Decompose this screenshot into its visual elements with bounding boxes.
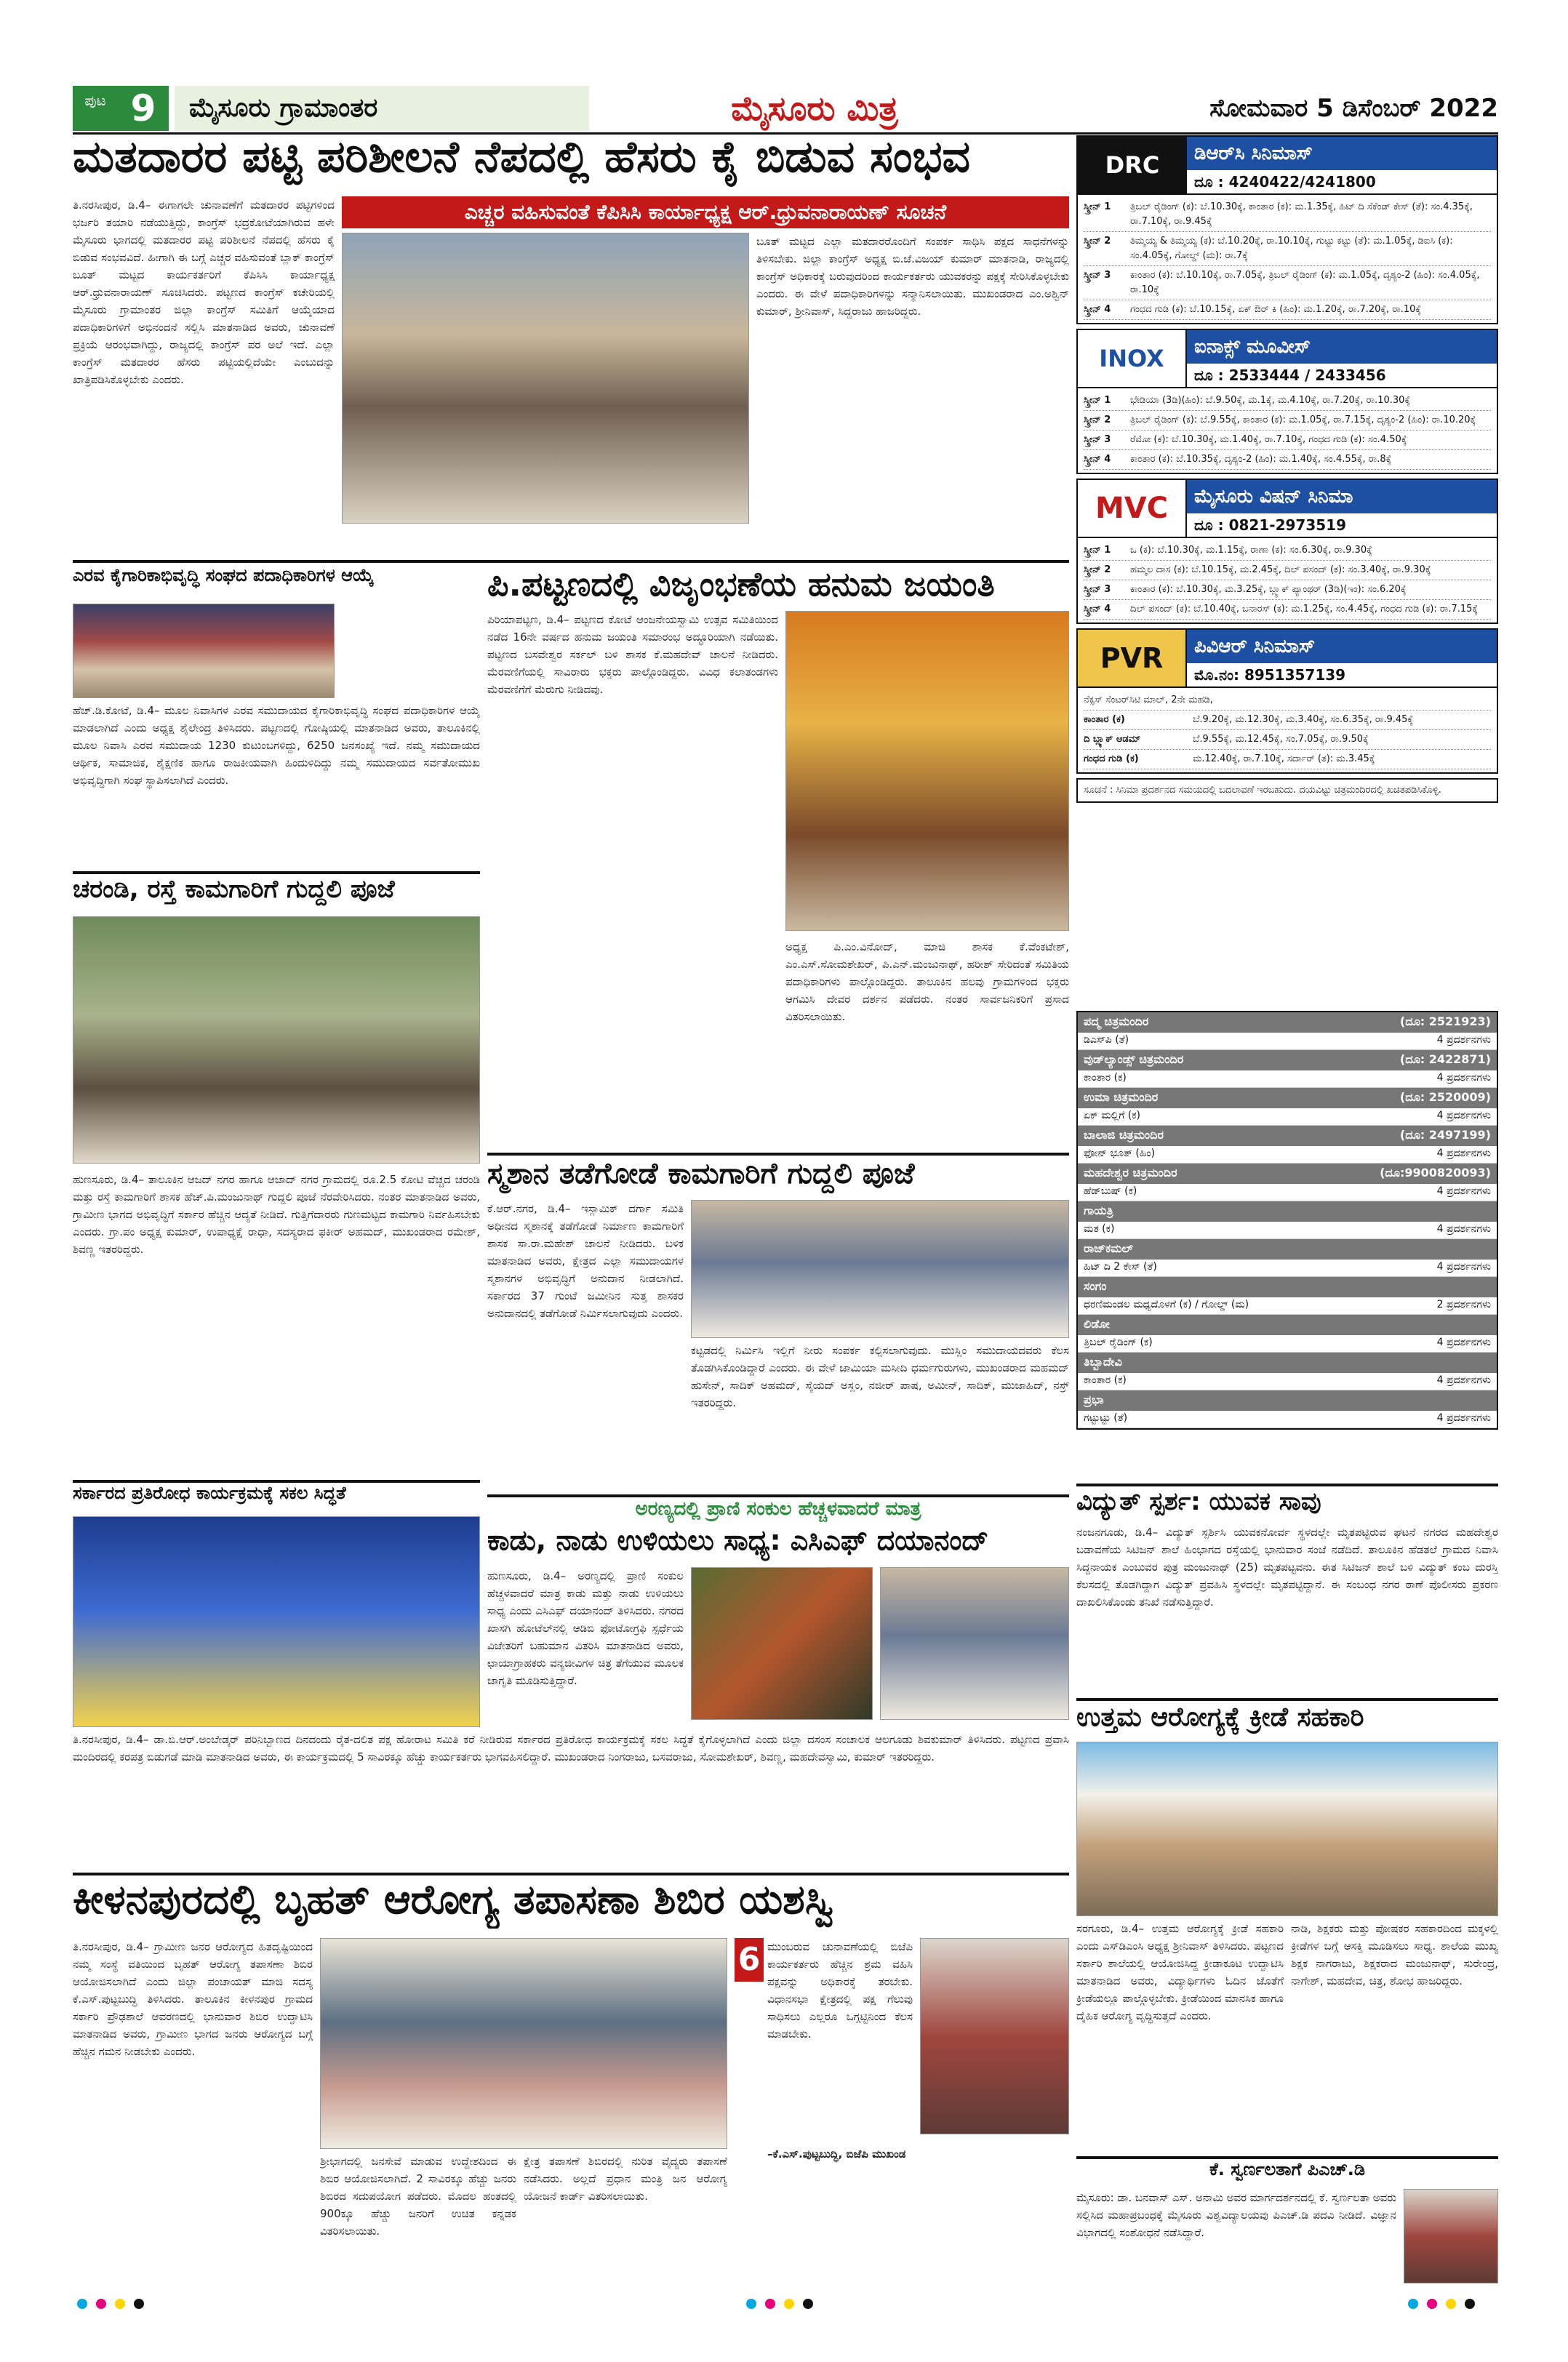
suvarna-body: ಮೈಸೂರು: ಡಾ. ಬನವಾಸ್‌ ಎಸ್. ಅನಾಮಿ ಅವರ ಮಾರ್ಗದರ್ಶನದಲ್ಲಿ ಕೆ. ಸ್ವರ್ಣಲತಾ ಅವರು ಸಲ್ಲಿಸಿದ ಮಹಾಪ್ರಬಂಧಕ್ಕೆ ಮೈಸೂರು ವಿಶ್ವವಿದ್ಯಾಲಯವು ಪಿಎಚ್.ಡಿ ಪದವಿ ನೀಡಿದೆ. ವಿಜ್ಞಾನ ವಿಭಾಗದಲ್ಲಿ ಸಂಶೋಧನೆ ನಡೆಸಿದ್ದಾರೆ. — [1076, 2191, 1396, 2239]
drc-logo: DRC — [1078, 137, 1187, 193]
theatre-header: ಗಾಯತ್ರಿ — [1078, 1201, 1497, 1222]
black-dot — [134, 2299, 144, 2309]
pvr-showtimes — [1078, 688, 1497, 772]
masthead-logo: ಮೈಸೂರು ಮಿತ್ರ — [731, 89, 898, 128]
theatre-header: ಉಮಾ ಚಿತ್ರಮಂದಿರ (ದೂ: 2520009) — [1078, 1088, 1497, 1108]
theatre-row: ಏಕ್ ಮಲ್ಲಿಗೆ (ಕ) 4 ಪ್ರದರ್ಶನಗಳು — [1078, 1108, 1497, 1126]
yellow-dot — [1446, 2299, 1456, 2309]
theatre-row: ಧರಣಿಮಂಡಲ ಮಧ್ಯದೊಳಗೆ (ಕ) / ಗೋಲ್ಡ್ (ಮ) 2 ಪ್ರದರ್ಶನಗಳು — [1078, 1297, 1497, 1315]
showtime-row: ಕಾಂತಾರ (ಕ) ಬೆ.9.20ಕ್ಕೆ, ಮ.12.30ಕ್ಕೆ, ಮ.3.40ಕ್ಕೆ, ಸಂ.6.35ಕ್ಕೆ, ರಾ.9.45ಕ್ಕೆ — [1084, 710, 1491, 730]
drc-showtimes — [1078, 195, 1497, 323]
cinema-mvc — [1076, 479, 1498, 624]
kilana-portrait — [920, 1938, 1069, 2134]
showtime-row: ಸ್ಕ್ರೀನ್ 1 ಭೇಡಿಯಾ (3ಡಿ)(ಹಿಂ): ಬೆ.9.50ಕ್ಕೆ, ಮ.1ಕ್ಕೆ, ಮ.4.10ಕ್ಕೆ, ರಾ.7.20ಕ್ಕೆ, ರಾ.10.30ಕ್ಕೆ — [1084, 391, 1491, 411]
kreede-photo — [1076, 1742, 1498, 1916]
eravara-photo — [73, 604, 335, 698]
theatre-header: ವುಡ್‌ಲ್ಯಾಂಡ್ಸ್ ಚಿತ್ರಮಂದಿರ (ದೂ: 2422871) — [1078, 1050, 1497, 1070]
cyan-dot — [77, 2299, 87, 2309]
eravara-headline: ಎರವ ಕೈಗಾರಿಕಾಭಿವೃದ್ಧಿ ಸಂಘದ ಪದಾಧಿಕಾರಿಗಳ ಆಯ್ಕೆ — [73, 566, 374, 585]
rule — [487, 1153, 1069, 1156]
charandi-headline: ಚರಂಡಿ, ರಸ್ತೆ ಕಾಮಗಾರಿಗೆ ಗುದ್ದಲಿ ಪೂಜೆ — [73, 876, 395, 904]
black-dot — [803, 2299, 813, 2309]
mvc-phone: ದೂ : 0821-2973519 — [1194, 516, 1346, 534]
kreede-headline: ಉತ್ತಮ ಆರೋಗ್ಯಕ್ಕೆ ಕ್ರೀಡೆ ಸಹಕಾರಿ — [1076, 1703, 1364, 1732]
lead-headline: ಮತದಾರರ ಪಟ್ಟಿ ಪರಿಶೀಲನೆ ನೆಪದಲ್ಲಿ ಹೆಸರು ಕೈ ಬಿಡುವ ಸಂಭವ — [73, 135, 970, 183]
page-label: ಪುಟ — [73, 86, 118, 131]
theatre-header: ತಿಬ್ಬಾದೇವಿ — [1078, 1353, 1497, 1373]
theatre-header: ಸಂಗಂ — [1078, 1277, 1497, 1297]
rule — [73, 1873, 1069, 1875]
kilana-body-left: ತಿ.ನರಸೀಪುರ, ಡಿ.4– ಗ್ರಾಮೀಣ ಜನರ ಆರೋಗ್ಯದ ಹಿತದೃಷ್ಟಿಯಿಂದ ನಮ್ಮ ಸಂಸ್ಥೆ ವತಿಯಿಂದ ಬೃಹತ್ ಆರೋಗ್ಯ ತಪಾಸಣಾ ಶಿಬಿರ ಆಯೋಜಿಸಲಾಗಿದೆ ಎಂದು ಜಿಲ್ಲಾ ಪಂಚಾಯತ್ ಮಾಜಿ ಸದಸ್ಯ ಕೆ.ಎಸ್.ಪುಟ್ಟಬುದ್ಧಿ ತಿಳಿಸಿದರು. ತಾಲೂಕಿನ ಕೀಳನಪುರ ಗ್ರಾಮದ ಸರ್ಕಾರಿ ಪ್ರೌಢಶಾಲೆ ಆವರಣದಲ್ಲಿ ಭಾನುವಾರ ಶಿಬಿರ ಉದ್ಘಾಟಿಸಿ ಮಾತನಾಡಿದ ಅವರು, ಗ್ರಾಮೀಣ ಭಾಗದ ಜನರು ಆರೋಗ್ಯದ ಬಗ್ಗೆ ಹೆಚ್ಚಿನ ಗಮನ ನೀಡಬೇಕು ಎಂದರು. — [73, 1940, 313, 2058]
magenta-dot — [1427, 2299, 1437, 2309]
theatre-header: ಪದ್ಮ ಚಿತ್ರಮಂದಿರ (ದೂ: 2521923) — [1078, 1012, 1497, 1033]
page-number: 9 — [118, 86, 169, 131]
black-dot — [1465, 2299, 1475, 2309]
mvc-showtimes — [1078, 538, 1497, 622]
cyan-dot — [746, 2299, 756, 2309]
pvr-name: ಪಿವಿಆರ್ ಸಿನಿಮಾಸ್ — [1187, 630, 1497, 663]
inox-name: ಐನಾಕ್ಸ್ ಮೂವೀಸ್ — [1187, 330, 1497, 364]
pvr-address: ನೆಕ್ಸಸ್ ಸೆಂಟರ್‌ಸಿಟಿ ಮಾಲ್, 2ನೇ ಮಹಡಿ, — [1084, 691, 1491, 710]
theatre-row: ಫೋನ್ ಭೂತ್ (ಹಿಂ) 4 ಪ್ರದರ್ಶನಗಳು — [1078, 1146, 1497, 1164]
theatre-header: ಮಹದೇಶ್ವರ ಚಿತ್ರಮಂದಿರ (ದೂ:9900820093) — [1078, 1164, 1497, 1184]
print-dots-center — [742, 2298, 817, 2312]
inox-phone: ದೂ : 2533444 / 2433456 — [1194, 367, 1386, 384]
print-dots-right — [1404, 2298, 1479, 2312]
drc-name: ಡಿಆರ್‌ಸಿ ಸಿನಿಮಾಸ್ — [1187, 137, 1497, 170]
showtime-row: ಸ್ಕ್ರೀನ್ 2 ಹಮ್ಮಲ ದಾಸ (ಕ): ಬೆ.10.15ಕ್ಕೆ, ಮ.2.45ಕ್ಕೆ, ದಿಲ್ ಪಸಂದ್ (ಕ): ಸಂ.3.40ಕ್ಕೆ, ರಾ.9.30ಕ್ಕೆ — [1084, 561, 1491, 580]
theatre-header: ರಾಜ್‌ಕಮಲ್ — [1078, 1239, 1497, 1260]
rule — [1076, 1698, 1498, 1701]
cinema-listings — [1076, 135, 1498, 810]
kilana-byline: –ಕೆ.ಎಸ್.ಪುಟ್ಟಬುದ್ಧಿ, ಬಿಜೆಪಿ ಮುಖಂಡ — [767, 2147, 906, 2161]
theatre-row: ಕಾಂತಾರ (ಕ) 4 ಪ್ರದರ್ಶನಗಳು — [1078, 1070, 1497, 1088]
kadu-photo-painting — [691, 1567, 873, 1720]
showtime-row: ಸ್ಕ್ರೀನ್ 1 ತ್ರಿಬಲ್ ರೈಡಿಂಗ್ (ಕ): ಬೆ.10.30ಕ್ಕೆ, ಕಾಂತಾರ (ಕ): ಮ.1.35ಕ್ಕೆ, ಹಿಟ್ ದಿ ಸೆಕೆಂಡ್ ಕೇಸ್ (ತೆ): ಸಂ.4.35ಕ್ಕೆ, ರಾ.7.10ಕ್ಕೆ, ರಾ.9.45ಕ್ಕೆ — [1084, 198, 1491, 232]
kilana-body-right: ಕ್ಷೇತ್ರ ತಪಾಸಣೆ ಶಿಬಿರದಲ್ಲಿ ನುರಿತ ವೈದ್ಯರು ತಪಾಸಣೆ ನಡೆಸಿದರು. ಅಲ್ಲದೆ ಪ್ರಧಾನ ಮಂತ್ರಿ ಜನ ಆರೋಗ್ಯ ಯೋಜನೆ ಕಾರ್ಡ್ ವಿತರಿಸಲಾಯಿತು. — [524, 2155, 727, 2203]
showtime-row: ಸ್ಕ್ರೀನ್ 3 ಕಾಂತಾರ (ಕ): ಬೆ.10.30ಕ್ಕೆ, ಮ.3.25ಕ್ಕೆ, ಬ್ಲ್ಯಾಕ್ ಪ್ಯಾಂಥರ್ (3ಡಿ)(ಇಂ): ಸಂ.6.20ಕ್ಕೆ — [1084, 580, 1491, 600]
mvc-logo: MVC — [1078, 480, 1187, 537]
cinema-inox — [1076, 329, 1498, 474]
theatre-row: ಮತ (ಕ) 4 ಪ್ರದರ್ಶನಗಳು — [1078, 1222, 1497, 1239]
section-title: ಮೈಸೂರು ಗ್ರಾಮಾಂತರ — [175, 86, 589, 131]
rule — [487, 1494, 1069, 1497]
pvr-phone: ಮೊ.ನಂ: 8951357139 — [1194, 666, 1346, 684]
showtime-row: ಸ್ಕ್ರೀನ್ 3 ಕಾಂತಾರ (ಕ): ಬೆ.10.10ಕ್ಕೆ, ರಾ.7.05ಕ್ಕೆ, ತ್ರಿಬಲ್ ರೈಡಿಂಗ್ (ಕ): ಮ.1.05ಕ್ಕೆ, ದೃಶ್ಯಂ-2 (ಹಿಂ): ಸಂ.4.05ಕ್ಕೆ, ರಾ.10ಕ್ಕೆ — [1084, 266, 1491, 300]
theatre-header: ಲಿಡೋ — [1078, 1315, 1497, 1335]
header-rule — [73, 132, 1498, 135]
eravara-body: ಹೆಚ್.ಡಿ.ಕೋಟೆ, ಡಿ.4– ಮೂಲ ನಿವಾಸಿಗಳ ಎರವ ಸಮುದಾಯದ ಕೈಗಾರಿಕಾಭಿವೃದ್ಧಿ ಸಂಘದ ಪದಾಧಿಕಾರಿಗಳ ಆಯ್ಕೆ ಮಾಡಲಾಗಿದೆ ಎಂದು ಅಧ್ಯಕ್ಷ ಶೈಲೇಂದ್ರ ತಿಳಿಸಿದರು. ಪಟ್ಟಣದಲ್ಲಿ ಗೋಷ್ಠಿಯಲ್ಲಿ ಮಾತನಾಡಿದ ಅವರು, ತಾಲೂಕಿನಲ್ಲಿ ಮೂಲ ನಿವಾಸಿ ಎರವ ಸಮುದಾಯ 1230 ಕುಟುಂಬಗಳಿದ್ದು, 6250 ಜನಸಂಖ್ಯೆ ಇದೆ. ನಮ್ಮ ಸಮುದಾಯದ ಆರ್ಥಿಕ, ಸಾಮಾಜಿಕ, ಶೈಕ್ಷಣಿಕ ಹಾಗೂ ರಾಜಕೀಯವಾಗಿ ಹಿಂದುಳಿದಿದ್ದು ನಮ್ಮ ಸಮುದಾಯದ ಸರ್ವತೋಮುಖ ಅಭಿವೃದ್ಧಿಗಾಗಿ ಸಂಘ ಸ್ಥಾಪಿಸಲಾಗಿದೆ ಎಂದರು. — [73, 704, 480, 787]
kilana-headline: ಕೀಳನಪುರದಲ್ಲಿ ಬೃಹತ್ ಆರೋಗ್ಯ ತಪಾಸಣಾ ಶಿಬಿರ ಯಶಸ್ವಿ — [73, 1878, 834, 1923]
suvarna-headline: ಕೆ. ಸ್ವರ್ಣಲತಾಗೆ ಪಿಎಚ್.ಡಿ — [1209, 2160, 1365, 2179]
hanuma-body-left: ಪಿರಿಯಾಪಟ್ಟಣ, ಡಿ.4– ಪಟ್ಟಣದ ಕೋಟೆ ಆಂಜನೇಯಸ್ವಾಮಿ ಉತ್ಸವ ಸಮಿತಿಯಿಂದ ನಡೆದ 16ನೇ ವರ್ಷದ ಹನುಮ ಜಯಂತಿ ಸಮಾರಂಭ ಅದ್ಧೂರಿಯಾಗಿ ನಡೆಯಿತು. ಪಟ್ಟಣದ ಬಸವೇಶ್ವರ ಸರ್ಕಲ್ ಬಳಿ ಶಾಸಕ ಕೆ.ಮಹದೇವ್ ಚಾಲನೆ ನೀಡಿದರು. ಮೆರವಣಿಗೆಯಲ್ಲಿ ಸಾವಿರಾರು ಭಕ್ತರು ಪಾಲ್ಗೊಂಡಿದ್ದರು. ವಿವಿಧ ಕಲಾತಂಡಗಳು ಮೆರವಣಿಗೆಗೆ ಮೆರುಗು ನೀಡಿದವು. — [487, 613, 778, 696]
rule — [73, 1480, 480, 1483]
drc-phone: ದೂ : 4240422/4241800 — [1194, 173, 1376, 191]
rule — [73, 871, 480, 874]
theatre-row: ಹೆಡ್‌ಬುಷ್ (ಕ) 4 ಪ್ರದರ್ಶನಗಳು — [1078, 1184, 1497, 1201]
showtime-row: ಗಂಧದ ಗುಡಿ (ಕ) ಮ.12.40ಕ್ಕೆ, ರಾ.7.10ಕ್ಕೆ, ಸರ್ದಾರ್ (ತ): ಮ.3.45ಕ್ಕೆ — [1084, 750, 1491, 769]
showtime-row: ಸ್ಕ್ರೀನ್ 4 ಕಾಂತಾರ (ಕ): ಬೆ.10.35ಕ್ಕೆ, ದೃಶ್ಯಂ-2 (ಹಿಂ): ಮ.1.40ಕ್ಕೆ, ಸಂ.4.55ಕ್ಕೆ, ರಾ.8ಕ್ಕೆ — [1084, 450, 1491, 470]
rule — [1076, 2156, 1498, 2159]
theatre-row: ಕಾಂತಾರ (ಕ) 4 ಪ್ರದರ್ಶನಗಳು — [1078, 1373, 1497, 1390]
dateline: ಸೋಮವಾರ 5 ಡಿಸೆಂಬರ್ 2022 — [1209, 94, 1498, 123]
kreede-body-right: ನಾಡಿ, ಶಿಕ್ಷಕರು ಮತ್ತು ಪೋಷಕರ ಸಹಕಾರದಿಂದ ಮಕ್ಕಳಲ್ಲಿ ಕ್ರೀಡೆಗಳ ಬಗ್ಗೆ ಆಸಕ್ತಿ ಮೂಡಿಸಲು ಸಾಧ್ಯ. ಶಾಲೆಯ ಮುಖ್ಯ ಶಿಕ್ಷಕ ನಾಗರಾಜು, ಶಿಕ್ಷಕರಾದ ಮಂಜುನಾಥ್, ಸುರೇಂದ್ರ, ನಾಗೇಶ್, ಮಹದೇವ, ಚಿತ್ರ, ಶೋಭ ಹಾಜರಿದ್ದರು. — [1291, 1922, 1498, 1987]
theatre-header: ಬಾಲಾಜಿ ಚಿತ್ರಮಂದಿರ (ದೂ: 2497199) — [1078, 1126, 1497, 1146]
showtime-row: ಸ್ಕ್ರೀನ್ 4 ಗಂಧದ ಗುಡಿ (ಕ): ಬೆ.10.15ಕ್ಕೆ, ಏಕ್ ಔರ್ ಕಿ (ಹಿಂ): ಮ.1.20ಕ್ಕೆ, ರಾ.7.20ಕ್ಕೆ, ರಾ.10ಕ್ಕೆ — [1084, 300, 1491, 320]
sarkara-photo — [73, 1516, 480, 1727]
theatre-row: ತ್ರಿಬಲ್ ರೈಡಿಂಗ್ (ಕ) 4 ಪ್ರದರ್ಶನಗಳು — [1078, 1335, 1497, 1353]
charandi-photo — [73, 916, 480, 1164]
hanuma-body-right: ಅಧ್ಯಕ್ಷ ಪಿ.ಎಂ.ವಿನೋದ್, ಮಾಜಿ ಶಾಸಕ ಕೆ.ವೆಂಕಟೇಶ್, ಎಂ.ಎಸ್.ಸೋಮಶೇಖರ್, ಪಿ.ಎನ್.ಮಂಜುನಾಥ್, ಹರೀಶ್ ಸೇರಿದಂತೆ ಸಮಿತಿಯ ಪದಾಧಿಕಾರಿಗಳು ಪಾಲ್ಗೊಂಡಿದ್ದರು. ತಾಲೂಕಿನ ಹಲವು ಗ್ರಾಮಗಳಿಂದ ಭಕ್ತರು ಆಗಮಿಸಿ ದೇವರ ದರ್ಶನ ಪಡೆದರು. ನಂತರ ಸಾರ್ವಜನಿಕರಿಗೆ ಪ್ರಸಾದ ವಿತರಿಸಲಾಯಿತು. — [785, 940, 1069, 1023]
cyan-dot — [1408, 2299, 1418, 2309]
showtime-row: ಸ್ಕ್ರೀನ್ 1 ಒ (ಕ): ಬೆ.10.30ಕ್ಕೆ, ಮ.1.15ಕ್ಕೆ, ರಾಣಾ (ಕ): ಸಂ.6.30ಕ್ಕೆ, ರಾ.9.30ಕ್ಕೆ — [1084, 541, 1491, 561]
cinema-drc — [1076, 135, 1498, 324]
sidebar-number-badge: 6 — [735, 1938, 764, 1982]
theatre-row: ಗಟ್ಟುಟ್ಟು (ತೆ) 4 ಪ್ರದರ್ಶನಗಳು — [1078, 1411, 1497, 1428]
cinema-pvr — [1076, 628, 1498, 774]
showtime-row: ಸ್ಕ್ರೀನ್ 2 ತಿಮ್ಮಯ್ಯ & ತಿಮ್ಮಯ್ಯ (ಕ): ಬೆ.10.20ಕ್ಕೆ, ರಾ.10.10ಕ್ಕೆ, ಗುಟ್ಟು ಕಟ್ಟು (ತೆ): ಮ.1.05ಕ್ಕೆ, ಡಿಐಸಿ (ಕ): ಸಂ.4.05ಕ್ಕೆ, ಗೋಲ್ಡ್ (ಮ): ರಾ.7ಕ್ಕೆ — [1084, 232, 1491, 266]
theatre-row: ಡಿಎಸ್‌ಪಿ (ತೆ) 4 ಪ್ರದರ್ಶನಗಳು — [1078, 1033, 1497, 1050]
showtime-row: ದಿ ಬ್ಲ್ಯಾಕ್ ಆಡಮ್ ಬೆ.9.55ಕ್ಕೆ, ಮ.12.45ಕ್ಕೆ, ಸಂ.7.05ಕ್ಕೆ, ರಾ.9.50ಕ್ಕೆ — [1084, 730, 1491, 750]
magenta-dot — [765, 2299, 775, 2309]
vidyut-headline: ವಿದ್ಯುತ್ ಸ್ಪರ್ಶ: ಯುವಕ ಸಾವು — [1076, 1489, 1321, 1516]
lead-body-right: ಬೂತ್ ಮಟ್ಟದ ಎಲ್ಲಾ ಮತದಾರರೊಂದಿಗೆ ಸಂಪರ್ಕ ಸಾಧಿಸಿ ಪಕ್ಷದ ಸಾಧನೆಗಳನ್ನು ತಿಳಿಸಬೇಕು. ಜಿಲ್ಲಾ ಕಾಂಗ್ರೆಸ್ ಅಧ್ಯಕ್ಷ ಬಿ.ಜೆ.ವಿಜಯ್ ಕುಮಾರ್ ಮಾತನಾಡಿ, ರಾಜ್ಯದಲ್ಲಿ ಕಾಂಗ್ರೆಸ್ ಅಧಿಕಾರಕ್ಕೆ ಬರುವುದರಿಂದ ಕಾರ್ಯಕರ್ತರು ಯುವಕರನ್ನು ಪಕ್ಷಕ್ಕೆ ಸೇರಿಸಿಕೊಳ್ಳಬೇಕು ಎಂದರು. ಈ ವೇಳೆ ಪದಾಧಿಕಾರಿಗಳನ್ನು ಸನ್ಮಾನಿಸಲಾಯಿತು. ಮುಖಂಡರಾದ ಎಂ.ಅಶ್ವಿನ್ ಕುಮಾರ್, ಶ್ರೀನಿವಾಸ್, ಸಿದ್ದರಾಜು ಹಾಜರಿದ್ದರು. — [756, 235, 1069, 318]
smashana-body-right: ಕಟ್ಟಡದಲ್ಲಿ ನಿರ್ಮಿಸಿ ಇಲ್ಲಿಗೆ ನೀರು ಸಂಪರ್ಕ ಕಲ್ಪಿಸಲಾಗುವುದು. ಮುಸ್ಲಿಂ ಸಮುದಾಯದವರು ಕೆಲಸ ತೊಡಗಿಸಿಕೊಂಡಿದ್ದಾರೆ ಎಂದರು. ಈ ವೇಳೆ ಜಾಮಿಯಾ ಮಸೀದಿ ಧರ್ಮಗುರುಗಳು, ಮುಖಂಡರಾದ ಮಹಮದ್ ಹುಸೇನ್, ಸಾದಿಕ್ ಅಹಮದ್, ಸೈಯದ್ ಅಸ್ಲಂ, ನಜೀರ್ ಪಾಷ, ಅಮೀನ್, ಸಾದಿಕ್, ಮುಜಾಹಿದ್, ನಸ್ರ್ ಇತರರಿದ್ದರು. — [691, 1344, 1069, 1409]
hanuma-headline: ಪಿ.ಪಟ್ಟಣದಲ್ಲಿ ವಿಜೃಂಭಣೆಯ ಹನುಮ ಜಯಂತಿ — [487, 566, 995, 604]
kadu-body-left: ಹುಣಸೂರು, ಡಿ.4– ಅರಣ್ಯದಲ್ಲಿ ಪ್ರಾಣಿ ಸಂಕುಲ ಹೆಚ್ಚಳವಾದರೆ ಮಾತ್ರ ಕಾಡು ಮತ್ತು ನಾಡು ಉಳಿಯಲು ಸಾಧ್ಯ ಎಂದು ಎಸಿಎಫ್ ದಯಾನಂದ್ ತಿಳಿಸಿದರು. ನಗರದ ಖಾಸಗಿ ಹೋಟೆಲ್‌ನಲ್ಲಿ ಆಡಿಬಿ ಫೋಟೋಗ್ರಫಿ ಸ್ಪರ್ಧೆಯ ವಿಜೇತರಿಗೆ ಬಹುಮಾನ ವಿತರಿಸಿ ಮಾತನಾಡಿದ ಅವರು, ಛಾಯಾಗ್ರಾಹಕರು ವನ್ಯಜೀವಿಗಳ ಚಿತ್ರ ತೆಗೆಯುವ ಮೂಲಕ ಜಾಗೃತಿ ಮೂಡಿಸುತ್ತಿದ್ದಾರೆ. — [487, 1569, 684, 1687]
lead-body-left: ತಿ.ನರಸೀಪುರ, ಡಿ.4– ಈಗಾಗಲೇ ಚುನಾವಣೆಗೆ ಮತದಾರರ ಪಟ್ಟಿಗಳಿಂದ ಭರ್ಜರಿ ತಯಾರಿ ನಡೆಯುತ್ತಿದ್ದು, ಕಾಂಗ್ರೆಸ್ ಭದ್ರಕೋಟೆಯಾಗಿರುವ ಹಳೇ ಮೈಸೂರು ಭಾಗದಲ್ಲಿ ಮತದಾರರ ಪಟ್ಟಿ ಪರಿಶೀಲನೆ ನೆಪದಲ್ಲಿ ಹೆಸರು ಕೈ ಬಿಡುವ ಸಂಭವವಿದೆ. ಹೀಗಾಗಿ ಈ ಬಗ್ಗೆ ಎಚ್ಚರ ವಹಿಸುವಂತೆ ಬ್ಲಾಕ್ ಕಾಂಗ್ರೆಸ್ ಬೂತ್ ಮಟ್ಟದ ಕಾರ್ಯಕರ್ತರಿಗೆ ಕೆಪಿಸಿಸಿ ಕಾರ್ಯಾಧ್ಯಕ್ಷ ಆರ್.ಧ್ರುವನಾರಾಯಣ್ ಸೂಚಿಸಿದರು. ಪಟ್ಟಣದ ಕಾಂಗ್ರೆಸ್ ಕಚೇರಿಯಲ್ಲಿ ಮೈಸೂರು ಗ್ರಾಮಾಂತರ ಜಿಲ್ಲಾ ಕಾಂಗ್ರೆಸ್ ಸಮಿತಿಗೆ ಆಯ್ಕೆಯಾದ ಪದಾಧಿಕಾರಿಗಳಿಗೆ ಅಭಿನಂದನೆ ಸಲ್ಲಿಸಿ ಮಾತನಾಡಿದ ಅವರು, ಚುನಾವಣೆ ಪ್ರಕ್ರಿಯೆ ಆರಂಭವಾಗಿದ್ದು, ರಾಜ್ಯದಲ್ಲಿ ಕಾಂಗ್ರೆಸ್ ಪರ ಅಲೆ ಇದೆ. ಎಲ್ಲಾ ಕಾಂಗ್ರೆಸ್ ಮತದಾರರ ಹೆಸರು ಪಟ್ಟಿಯಲ್ಲಿದೆಯೇ ಎಂಬುದನ್ನು ಖಾತ್ರಿಪಡಿಸಿಕೊಳ್ಳಬೇಕು ಎಂದರು. — [73, 199, 335, 386]
print-dots-left — [73, 2298, 148, 2312]
kadu-kicker: ಅರಣ್ಯದಲ್ಲಿ ಪ್ರಾಣಿ ಸಂಕುಲ ಹೆಚ್ಚಳವಾದರೆ ಮಾತ್ರ — [635, 1500, 921, 1520]
showtime-row: ಸ್ಕ್ರೀನ್ 4 ದಿಲ್ ಪಸಂದ್ (ಕ): ಬೆ.10.40ಕ್ಕೆ, ಬನಾರಸ್ (ಕ): ಮ.1.25ಕ್ಕೆ, ಸಂ.4.45ಕ್ಕೆ, ಗಂಧದ ಗುಡಿ (ಕ): ರಾ.7.15ಕ್ಕೆ — [1084, 600, 1491, 620]
hanuma-photo — [785, 611, 1069, 931]
kilana-sidebar: ಮುಂಬರುವ ಚುನಾವಣೆಯಲ್ಲಿ ಬಿಜೆಪಿ ಕಾರ್ಯಕರ್ತರು ಹೆಚ್ಚಿನ ಶ್ರಮ ವಹಿಸಿ ಪಕ್ಷವನ್ನು ಅಧಿಕಾರಕ್ಕೆ ತರಬೇಕು. ವಿಧಾನಸಭಾ ಕ್ಷೇತ್ರದಲ್ಲಿ ಪಕ್ಷ ಗೆಲುವು ಸಾಧಿಸಲು ಎಲ್ಲರೂ ಒಗ್ಗಟ್ಟಿನಿಂದ ಕೆಲಸ ಮಾಡಬೇಕು. — [767, 1940, 913, 2041]
vidyut-body: ನಂಜನಗೂಡು, ಡಿ.4– ವಿದ್ಯುತ್ ಸ್ಪರ್ಶಿಸಿ ಯುವಕನೋರ್ವ ಸ್ಥಳದಲ್ಲೇ ಮೃತಪಟ್ಟಿರುವ ಘಟನೆ ನಗರದ ಮಹದೇಶ್ವರ ಬಡಾವಣೆಯ ಸಿಟಿಜನ್ ಶಾಲೆ ಹಿಂಭಾಗದ ರಸ್ತೆಯಲ್ಲಿ ಭಾನುವಾರ ಸಂಜೆ ನಡೆದಿದೆ. ತಾಲೂಕಿನ ಹೆಡತಲೆ ಗ್ರಾಮದ ನಿವಾಸಿ ಸಿದ್ದನಾಯಕ ಎಂಬುವರ ಪುತ್ರ ಮಂಜುನಾಥ್ (25) ಮೃತಪಟ್ಟವನು. ಈತ ಸಿಟಿಜನ್ ಶಾಲೆ ಬಳಿ ವಿದ್ಯುತ್ ಕಂಬ ದುರಸ್ತಿ ಕೆಲಸದಲ್ಲಿ ತೊಡಗಿದ್ದಾಗ ವಿದ್ಯುತ್ ಪ್ರವಹಿಸಿ ಸ್ಥಳದಲ್ಲೇ ಮೃತಪಟ್ಟಿದ್ದಾನೆ. ಈ ಸಂಬಂಧ ನಗರ ಠಾಣೆ ಪೊಲೀಸರು ಪ್ರಕರಣ ದಾಖಲಿಸಿಕೊಂಡು ತನಿಖೆ ನಡೆಸುತ್ತಿದ್ದಾರೆ. — [1076, 1526, 1498, 1609]
yellow-dot — [784, 2299, 794, 2309]
kadu-headline: ಕಾಡು, ನಾಡು ಉಳಿಯಲು ಸಾಧ್ಯ: ಎಸಿಎಫ್ ದಯಾನಂದ್ — [487, 1526, 989, 1556]
inox-showtimes — [1078, 388, 1497, 473]
lead-subhead: ಎಚ್ಚರ ವಹಿಸುವಂತೆ ಕೆಪಿಸಿಸಿ ಕಾರ್ಯಾಧ್ಯಕ್ಷ ಆರ್.ಧ್ರುವನಾರಾಯಣ್ ಸೂಚನೆ — [342, 196, 1069, 228]
kadu-photo-group — [880, 1567, 1069, 1720]
charandi-body: ಹುಣಸೂರು, ಡಿ.4– ತಾಲೂಕಿನ ಆಜದ್ ನಗರ ಹಾಗೂ ಆಜಾದ್ ನಗರ ಗ್ರಾಮದಲ್ಲಿ ರೂ.2.5 ಕೋಟಿ ವೆಚ್ಚದ ಚರಂಡಿ ಮತ್ತು ರಸ್ತೆ ಕಾಮಗಾರಿಗೆ ಶಾಸಕ ಹೆಚ್.ಪಿ.ಮಂಜುನಾಥ್ ಗುದ್ದಲಿ ಪೂಜೆ ನೆರವೇರಿಸಿದರು. ನಂತರ ಮಾತನಾಡಿದ ಅವರು, ಗ್ರಾಮೀಣ ಭಾಗದ ಅಭಿವೃದ್ಧಿಗೆ ಸರ್ಕಾರ ಹೆಚ್ಚಿನ ಆದ್ಯತೆ ನೀಡಿದೆ. ಗುತ್ತಿಗೆದಾರರು ಗುಣಮಟ್ಟದ ಕಾಮಗಾರಿ ನಿರ್ವಹಿಸಬೇಕು ಎಂದರು. ಗ್ರಾ.ಪಂ ಅಧ್ಯಕ್ಷ ಕುಮಾರ್, ಉಪಾಧ್ಯಕ್ಷೆ ರಾಧಾ, ಸದಸ್ಯರಾದ ಫಕೀರ್ ಅಹಮದ್, ಮುಖಂಡರಾದ ರಮೇಶ್, ಶಿವಣ್ಣ ಇತರರಿದ್ದರು. — [73, 1173, 480, 1256]
sarkara-headline: ಸರ್ಕಾರದ ಪ್ರತಿರೋಧ ಕಾರ್ಯಕ್ರಮಕ್ಕೆ ಸಕಲ ಸಿದ್ಧತೆ — [73, 1484, 346, 1503]
smashana-body-left: ಕೆ.ಆರ್.ನಗರ, ಡಿ.4– ಇಸ್ಲಾಮಿಕ್ ದರ್ಗಾ ಸಮಿತಿ ಅಧೀನದ ಸ್ಮಶಾನಕ್ಕೆ ತಡೆಗೋಡೆ ನಿರ್ಮಾಣ ಕಾಮಗಾರಿಗೆ ಶಾಸಕ ಸಾ.ರಾ.ಮಹೇಶ್ ಚಾಲನೆ ನೀಡಿದರು. ಬಳಿಕ ಮಾತನಾಡಿದ ಅವರು, ಕ್ಷೇತ್ರದ ಎಲ್ಲಾ ಸಮುದಾಯಗಳ ಸ್ಮಶಾನಗಳ ಅಭಿವೃದ್ಧಿಗೆ ಅನುದಾನ ನೀಡಲಾಗಿದೆ. ಸರ್ಕಾರದ 37 ಗುಂಟೆ ಜಮೀನಿನ ಸುತ್ತ ಶಾಸಕರ ಅನುದಾನದಲ್ಲಿ ತಡೆಗೋಡೆ ನಿರ್ಮಿಸಲಾಗುವುದು ಎಂದರು. — [487, 1202, 684, 1320]
smashana-photo — [691, 1200, 1069, 1338]
smashana-headline: ಸ್ಮಶಾನ ತಡೆಗೋಡೆ ಕಾಮಗಾರಿಗೆ ಗುದ್ದಲಿ ಪೂಜೆ — [487, 1158, 915, 1190]
magenta-dot — [96, 2299, 106, 2309]
kilana-body-mid: ಶ್ರೀಭಾಗದಲ್ಲಿ ಜನಸೇವೆ ಮಾಡುವ ಉದ್ದೇಶದಿಂದ ಈ ಶಿಬಿರ ಆಯೋಜಿಸಲಾಗಿದೆ. 2 ಸಾವಿರಕ್ಕೂ ಹೆಚ್ಚು ಜನರು ಶಿಬಿರದ ಸದುಪಯೋಗ ಪಡೆದರು. ಮೊದಲ ಹಂತದಲ್ಲಿ 900ಕ್ಕೂ ಹೆಚ್ಚು ಜನರಿಗೆ ಉಚಿತ ಕನ್ನಡಕ ವಿತರಿಸಲಾಯಿತು. — [320, 2155, 516, 2238]
suvarna-portrait — [1404, 2189, 1498, 2283]
yellow-dot — [115, 2299, 125, 2309]
lead-photo-caption — [342, 527, 749, 556]
pvr-logo: PVR — [1078, 630, 1187, 686]
page-header — [73, 86, 1498, 131]
kilana-photo — [320, 1938, 727, 2149]
sarkara-body: ತಿ.ನರಸೀಪುರ, ಡಿ.4– ಡಾ.ಬಿ.ಆರ್.ಅಂಬೇಡ್ಕರ್ ಪರಿನಿಬ್ಬಾಣದ ದಿನದಂದು ರೈತ-ದಲಿತ ಪಕ್ಷ ಹೋರಾಟ ಸಮಿತಿ ಕರೆ ನೀಡಿರುವ ಸರ್ಕಾರದ ಪ್ರತಿರೋಧ ಕಾರ್ಯಕ್ರಮಕ್ಕೆ ಸಕಲ ಸಿದ್ಧತೆ ಕೈಗೊಳ್ಳಲಾಗಿದೆ ಎಂದು ಜಿಲ್ಲಾ ದಸಂಸ ಸಂಚಾಲಕ ಆಲಗೂಡು ಶಿವಕುಮಾರ್ ತಿಳಿಸಿದರು. ಪಟ್ಟಣದ ಪ್ರವಾಸಿ ಮಂದಿರದಲ್ಲಿ ಕರಪತ್ರ ಬಿಡುಗಡೆ ಮಾಡಿ ಮಾತನಾಡಿದ ಅವರು, ಈ ಕಾರ್ಯಕ್ರಮದಲ್ಲಿ 5 ಸಾವಿರಕ್ಕೂ ಹೆಚ್ಚು ಕಾರ್ಯಕರ್ತರು ಭಾಗವಹಿಸಲಿದ್ದಾರೆ. ಮುಖಂಡರಾದ ನಿಂಗರಾಜು, ಬಸವರಾಜು, ಸೋಮಶೇಖರ್, ಶಿವಣ್ಣ, ಮಹದೇವಸ್ವಾಮಿ, ಕುಮಾರ್ ಇತರರಿದ್ದರು. — [73, 1733, 1069, 1764]
lead-photo — [342, 233, 749, 524]
theatre-header: ಪ್ರಭಾ — [1078, 1390, 1497, 1411]
rule — [1076, 1484, 1498, 1486]
showtime-row: ಸ್ಕ್ರೀನ್ 2 ತ್ರಿಬಲ್ ರೈಡಿಂಗ್ (ಕ): ಬೆ.9.55ಕ್ಕೆ, ಕಾಂತಾರ (ಕ): ಮ.1.05ಕ್ಕೆ, ರಾ.7.15ಕ್ಕೆ, ದೃಶ್ಯಂ-2 (ಹಿಂ): ರಾ.10.20ಕ್ಕೆ — [1084, 411, 1491, 431]
kreede-body-left: ಸರಗೂರು, ಡಿ.4– ಉತ್ತಮ ಆರೋಗ್ಯಕ್ಕೆ ಕ್ರೀಡೆ ಸಹಕಾರಿ ಎಂದು ಎಸ್‌ಡಿಎಂಸಿ ಅಧ್ಯಕ್ಷ ಶ್ರೀನಿವಾಸ್ ತಿಳಿಸಿದರು. ಪಟ್ಟಣದ ಸರ್ಕಾರಿ ಶಾಲೆಯಲ್ಲಿ ಆಯೋಜಿಸಿದ್ದ ಕ್ರೀಡಾಕೂಟ ಉದ್ಘಾಟಿಸಿ ಮಾತನಾಡಿದ ಅವರು, ವಿದ್ಯಾರ್ಥಿಗಳು ಓದಿನ ಜೊತೆಗೆ ಕ್ರೀಡೆಯಲ್ಲೂ ಪಾಲ್ಗೊಳ್ಳಬೇಕು. ಕ್ರೀಡೆಯಿಂದ ಮಾನಸಿಕ ಹಾಗೂ ದೈಹಿಕ ಆರೋಗ್ಯ ವೃದ್ಧಿಸುತ್ತದೆ ಎಂದರು. — [1076, 1922, 1284, 2022]
local-theatres-table — [1076, 1011, 1498, 1430]
rule — [73, 560, 1069, 563]
showtime-row: ಸ್ಕ್ರೀನ್ 3 ರೆಮೋ (ಕ): ಬೆ.10.30ಕ್ಕೆ, ಮ.1.40ಕ್ಕೆ, ರಾ.7.10ಕ್ಕೆ, ಗಂಧದ ಗುಡಿ (ಕ): ಸಂ.4.50ಕ್ಕೆ — [1084, 431, 1491, 450]
cinema-notice: ಸೂಚನೆ : ಸಿನಿಮಾ ಪ್ರದರ್ಶನದ ಸಮಯದಲ್ಲಿ ಬದಲಾವಣೆ ಇರಬಹುದು. ದಯವಿಟ್ಟು ಚಿತ್ರಮಂದಿರದಲ್ಲಿ ಖಚಿತಪಡಿಸಿಕೊಳ್ಳಿ. — [1076, 778, 1498, 803]
inox-logo: INOX — [1078, 330, 1187, 387]
mvc-name: ಮೈಸೂರು ವಿಷನ್ ಸಿನಿಮಾ — [1187, 480, 1497, 513]
theatre-row: ಹಿಟ್ ದಿ 2 ಕೇಸ್ (ತೆ) 4 ಪ್ರದರ್ಶನಗಳು — [1078, 1260, 1497, 1277]
